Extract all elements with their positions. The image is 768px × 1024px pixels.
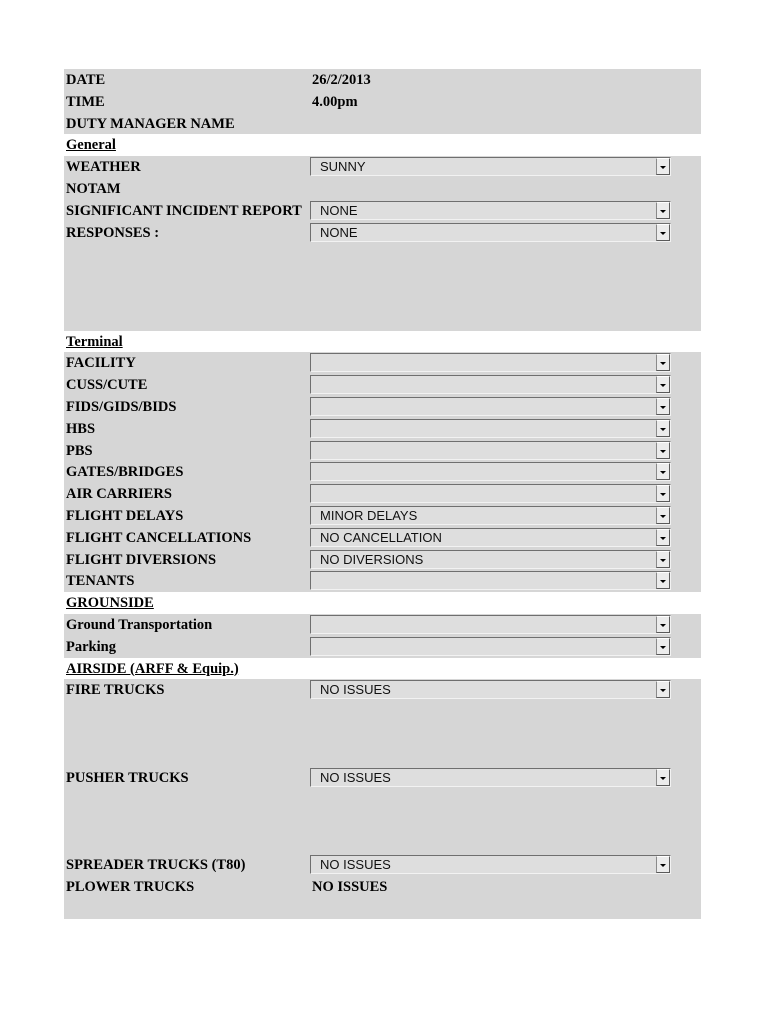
row-spreader-trucks	[64, 854, 701, 876]
chevron-down-icon[interactable]	[656, 769, 670, 786]
row-fids	[64, 396, 701, 418]
air-carriers-dropdown[interactable]	[310, 484, 671, 503]
row-date	[64, 69, 701, 91]
row-tenants	[64, 570, 701, 592]
chevron-down-icon[interactable]	[656, 463, 670, 480]
row-significant-incident	[64, 200, 701, 222]
row-flight-cancellations	[64, 527, 701, 549]
parking-dropdown[interactable]	[310, 637, 671, 656]
row-plower-trucks	[64, 876, 701, 919]
facility-label: FACILITY	[66, 355, 136, 372]
fids-label: FIDS/GIDS/BIDS	[66, 398, 177, 415]
flight-cancellations-dropdown-value: NO CANCELLATION	[320, 529, 442, 545]
row-parking	[64, 636, 701, 658]
flight-diversions-dropdown-value: NO DIVERSIONS	[320, 551, 424, 567]
time-value: 4.00pm	[312, 93, 358, 110]
section-groundside	[64, 592, 701, 614]
gates-bridges-label: GATES/BRIDGES	[66, 464, 184, 481]
spreader-trucks-dropdown-value: NO ISSUES	[320, 857, 391, 873]
section-general-heading: General	[66, 137, 116, 154]
pusher-trucks-dropdown[interactable]	[310, 768, 671, 787]
row-facility	[64, 352, 701, 374]
fire-trucks-dropdown-value: NO ISSUES	[320, 682, 391, 698]
fids-dropdown[interactable]	[310, 397, 671, 416]
section-terminal-heading: Terminal	[66, 333, 123, 350]
row-responses	[64, 222, 701, 331]
chevron-down-icon[interactable]	[656, 507, 670, 524]
spreader-trucks-label: SPREADER TRUCKS (T80)	[66, 857, 246, 874]
section-general	[64, 134, 701, 156]
row-pusher-trucks	[64, 767, 701, 855]
chevron-down-icon[interactable]	[656, 681, 670, 698]
chevron-down-icon[interactable]	[656, 616, 670, 633]
chevron-down-icon[interactable]	[656, 354, 670, 371]
flight-diversions-label: FLIGHT DIVERSIONS	[66, 551, 217, 568]
section-groundside-heading: GROUNSIDE	[66, 595, 154, 612]
chevron-down-icon[interactable]	[656, 376, 670, 393]
chevron-down-icon[interactable]	[656, 158, 670, 175]
chevron-down-icon[interactable]	[656, 224, 670, 241]
row-flight-diversions	[64, 549, 701, 571]
pusher-trucks-label: PUSHER TRUCKS	[66, 769, 189, 786]
cuss-cute-label: CUSS/CUTE	[66, 377, 148, 394]
row-fire-trucks	[64, 679, 701, 767]
chevron-down-icon[interactable]	[656, 856, 670, 873]
chevron-down-icon[interactable]	[656, 572, 670, 589]
date-value: 26/2/2013	[312, 72, 371, 88]
row-weather	[64, 156, 701, 178]
fire-trucks-label: FIRE TRUCKS	[66, 682, 165, 699]
significant-incident-label: SIGNIFICANT INCIDENT REPORT	[66, 202, 302, 219]
duty-manager-label: DUTY MANAGER NAME	[66, 115, 235, 132]
flight-delays-label: FLIGHT DELAYS	[66, 507, 184, 524]
hbs-dropdown[interactable]	[310, 419, 671, 438]
row-flight-delays	[64, 505, 701, 527]
gates-bridges-dropdown[interactable]	[310, 462, 671, 481]
significant-incident-dropdown[interactable]	[310, 201, 671, 220]
row-hbs	[64, 418, 701, 440]
tenants-label: TENANTS	[66, 573, 135, 590]
plower-trucks-value: NO ISSUES	[312, 879, 388, 896]
row-air-carriers	[64, 483, 701, 505]
air-carriers-label: AIR CARRIERS	[66, 486, 172, 503]
flight-diversions-dropdown[interactable]	[310, 550, 671, 569]
chevron-down-icon[interactable]	[656, 202, 670, 219]
cuss-cute-dropdown[interactable]	[310, 375, 671, 394]
tenants-dropdown[interactable]	[310, 571, 671, 590]
weather-dropdown[interactable]	[310, 157, 671, 176]
date-label: DATE	[66, 72, 106, 88]
chevron-down-icon[interactable]	[656, 638, 670, 655]
flight-cancellations-label: FLIGHT CANCELLATIONS	[66, 529, 252, 546]
hbs-label: HBS	[66, 420, 96, 437]
flight-cancellations-dropdown[interactable]	[310, 528, 671, 547]
facility-dropdown[interactable]	[310, 353, 671, 372]
row-pbs	[64, 440, 701, 462]
chevron-down-icon[interactable]	[656, 529, 670, 546]
row-duty-manager	[64, 113, 701, 135]
pusher-trucks-dropdown-value: NO ISSUES	[320, 769, 391, 785]
row-time	[64, 91, 701, 113]
flight-delays-dropdown[interactable]	[310, 506, 671, 525]
pbs-dropdown[interactable]	[310, 441, 671, 460]
responses-dropdown[interactable]	[310, 223, 671, 242]
section-airside-heading: AIRSIDE (ARFF & Equip.)	[66, 660, 239, 677]
time-label: TIME	[66, 93, 105, 110]
duty-report-form	[64, 69, 701, 919]
weather-label: WEATHER	[66, 159, 141, 176]
chevron-down-icon[interactable]	[656, 442, 670, 459]
chevron-down-icon[interactable]	[656, 398, 670, 415]
notam-label: NOTAM	[66, 180, 121, 197]
responses-label: RESPONSES :	[66, 224, 160, 241]
pbs-label: PBS	[66, 442, 93, 459]
spreader-trucks-dropdown[interactable]	[310, 855, 671, 874]
parking-label: Parking	[66, 638, 116, 655]
row-cuss-cute	[64, 374, 701, 396]
plower-trucks-label: PLOWER TRUCKS	[66, 879, 195, 896]
row-ground-transportation	[64, 614, 701, 636]
significant-incident-dropdown-value: NONE	[320, 202, 358, 218]
weather-dropdown-value: SUNNY	[320, 159, 366, 175]
row-notam	[64, 178, 701, 200]
fire-trucks-dropdown[interactable]	[310, 680, 671, 699]
chevron-down-icon[interactable]	[656, 551, 670, 568]
row-gates-bridges	[64, 461, 701, 483]
responses-dropdown-value: NONE	[320, 224, 358, 240]
flight-delays-dropdown-value: MINOR DELAYS	[320, 507, 418, 523]
section-terminal	[64, 331, 701, 353]
section-airside	[64, 658, 701, 680]
ground-transportation-label: Ground Transportation	[66, 616, 213, 633]
ground-transportation-dropdown[interactable]	[310, 615, 671, 634]
chevron-down-icon[interactable]	[656, 485, 670, 502]
chevron-down-icon[interactable]	[656, 420, 670, 437]
